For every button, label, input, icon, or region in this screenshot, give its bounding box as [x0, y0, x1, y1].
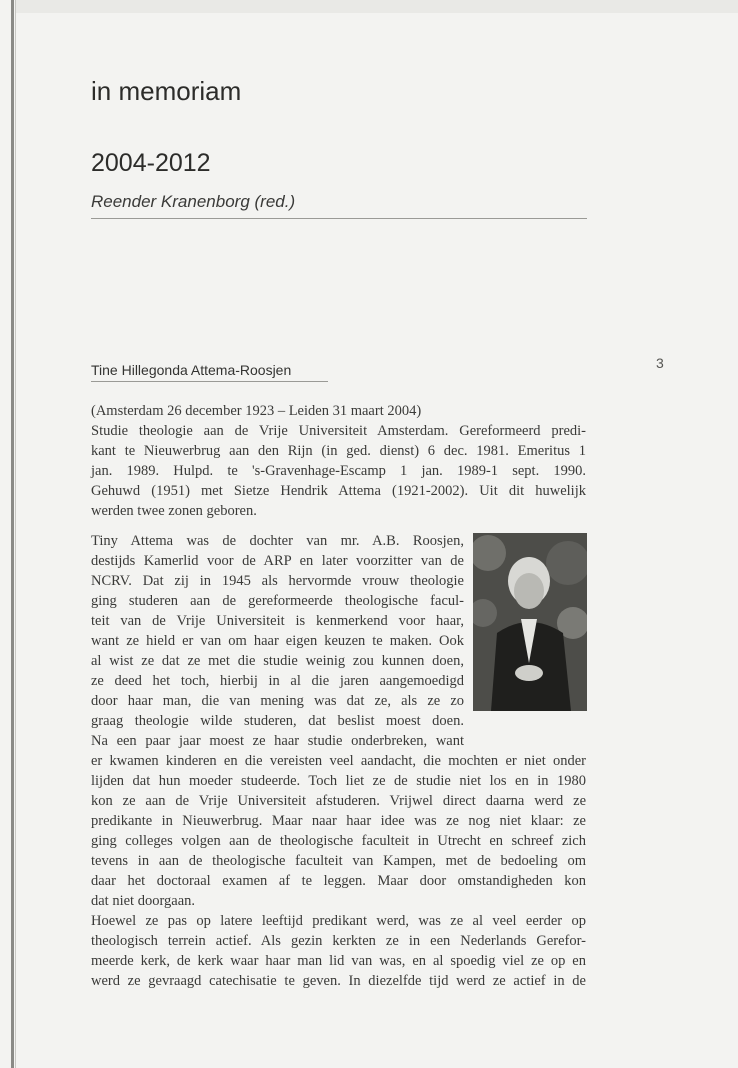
bio-line: Gehuwd (1951) met Sietze Hendrik Attema (1921-2002). Uit dit huwelijk — [91, 483, 586, 499]
paragraph-line: door haar man, die van mening was dat ze, als ze zo — [91, 693, 464, 709]
binding-edge — [11, 0, 14, 1068]
portrait-photo — [473, 533, 587, 711]
entry-bio — [91, 401, 586, 521]
paragraph-line: ging colleges volgen aan de theologische faculteit in Utrecht en schreef zich — [91, 833, 586, 849]
section-author: Reender Kranenborg (red.) — [91, 192, 296, 211]
paragraph-line: Na een paar jaar moest ze haar studie onderbreken, want — [91, 733, 464, 749]
paragraph-line: meerde kerk, de kerk waar haar man lid van was, en al spoedig viel ze op en — [91, 953, 586, 969]
paragraph-line: al wist ze dat ze met die studie weinig zou kunnen doen, — [91, 653, 464, 669]
title-rule — [91, 218, 587, 219]
bio-line: (Amsterdam 26 december 1923 – Leiden 31 maart 2004) — [91, 403, 422, 419]
paragraph-1 — [91, 531, 464, 731]
binding-edge-shadow — [15, 0, 16, 1068]
paragraph-line: teit van de Vrije Universiteit is kenmerkend voor haar, — [91, 613, 464, 629]
paragraph-2 — [91, 911, 586, 991]
bio-line: kant te Nieuwerbrug aan den Rijn (in ged. dienst) 6 dec. 1981. Emeritus 1 — [91, 443, 586, 459]
paragraph-line: werd ze gevraagd catechisatie te geven. In diezelfde tijd werd ze actief in de — [91, 973, 586, 989]
page-top-edge — [16, 0, 738, 13]
paragraph-line: Tiny Attema was de dochter van mr. A.B. Roosjen, — [91, 533, 464, 549]
paragraph-line: ging studeren aan de gereformeerde theologische facul- — [91, 593, 464, 609]
section-years: 2004-2012 — [91, 149, 211, 177]
paragraph-line: kon ze aan de Vrije Universiteit afstuderen. Vrijwel direct daarna werd ze — [91, 793, 586, 809]
paragraph-line: dat niet doorgaan. — [91, 893, 196, 909]
paragraph-line: Hoewel ze pas op latere leeftijd predikant werd, was ze al veel eerder op — [91, 913, 586, 929]
paragraph-line: graag theologie wilde studeren, dat beslist moest doen. — [91, 713, 464, 729]
portrait-image — [473, 533, 587, 711]
bio-line: werden twee zonen geboren. — [91, 503, 257, 519]
section-title: in memoriam — [91, 76, 242, 106]
bio-line: jan. 1989. Hulpd. te 's-Gravenhage-Escamp 1 jan. 1989-1 sept. 1990. — [91, 463, 586, 479]
entry-name-rule — [91, 381, 328, 382]
entry-name: Tine Hillegonda Attema-Roosjen — [91, 362, 292, 378]
paragraph-line: want ze hield er van om haar eigen keuzen te maken. Ook — [91, 633, 464, 649]
page-number: 3 — [656, 355, 664, 371]
paragraph-line: lijden dat hun moeder studeerde. Toch liet ze de studie niet los en in 1980 — [91, 773, 586, 789]
paragraph-line: tevens in aan de theologische faculteit van Kampen, met de bedoeling om — [91, 853, 586, 869]
paragraph-line: destijds Kamerlid voor de ARP en later voorzitter van de — [91, 553, 464, 569]
paragraph-line: predikante in Nieuwerbrug. Maar naar haar idee was ze nog niet klaar: ze — [91, 813, 586, 829]
paragraph-line: daar het doctoraal examen af te leggen. Maar door omstandigheden kon — [91, 873, 586, 889]
paragraph-line: er kwamen kinderen en die vereisten veel aandacht, die mochten er niet onder — [91, 753, 586, 769]
paragraph-line: theologisch terrein actief. Als gezin kerkten ze in een Nederlands Gerefor- — [91, 933, 586, 949]
paragraph-line: NCRV. Dat zij in 1945 als hervormde vrouw theologie — [91, 573, 464, 589]
bio-line: Studie theologie aan de Vrije Universiteit Amsterdam. Gereformeerd predi- — [91, 423, 586, 439]
paragraph-line: ze deed het toch, hierbij in al die jaren aangemoedigd — [91, 673, 464, 689]
paragraph-1-continued — [91, 731, 586, 911]
